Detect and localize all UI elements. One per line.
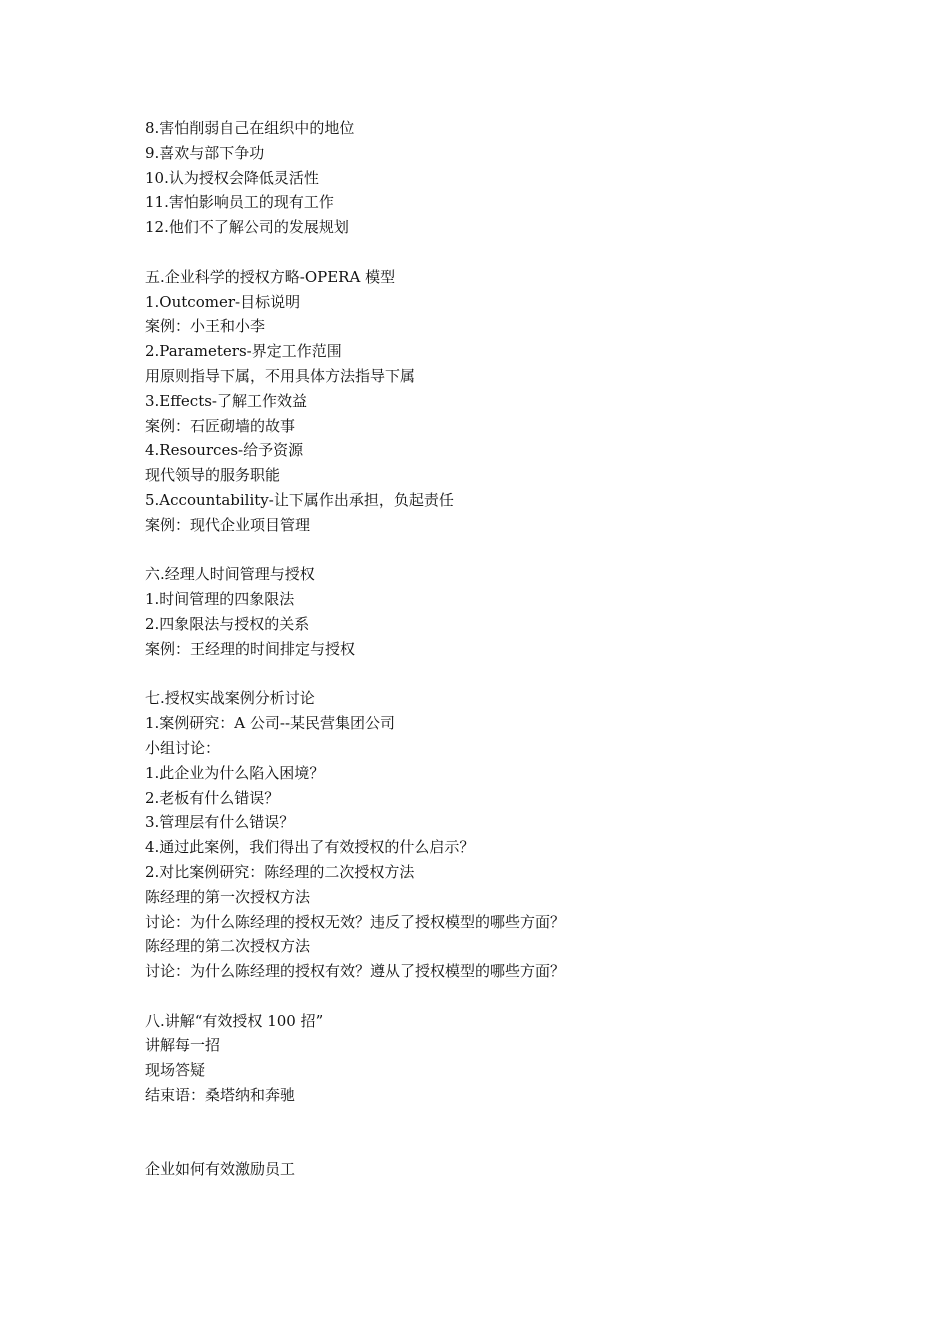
section-heading: 八.讲解“有效授权 100 招” bbox=[145, 1011, 324, 1030]
list-item: 1.此企业为什么陷入困境？ bbox=[145, 763, 325, 782]
blank-line bbox=[145, 662, 845, 687]
list-item: 2.四象限法与授权的关系 bbox=[145, 614, 310, 633]
list-item: 4.通过此案例，我们得出了有效授权的什么启示？ bbox=[145, 838, 475, 857]
list-item: 案例：小王和小李 bbox=[145, 317, 266, 336]
list-item: 2.Parameters-界定工作范围 bbox=[145, 342, 342, 361]
list-item: 8.害怕削弱自己在组织中的地位 bbox=[145, 119, 355, 137]
document-body bbox=[145, 116, 845, 1182]
list-item: 10.认为授权会降低灵活性 bbox=[145, 168, 319, 187]
list-item: 3.管理层有什么错误？ bbox=[145, 813, 295, 832]
list-item: 陈经理的第一次授权方法 bbox=[145, 887, 311, 906]
list-item: 案例：现代企业项目管理 bbox=[145, 515, 311, 534]
list-item: 1.时间管理的四象限法 bbox=[145, 590, 295, 609]
list-item: 2.对比案例研究：陈经理的二次授权方法 bbox=[145, 862, 415, 881]
list-item: 5.Accountability-让下属作出承担，负起责任 bbox=[145, 490, 454, 509]
section-heading: 五.企业科学的授权方略-OPERA 模型 bbox=[145, 267, 396, 286]
blank-line bbox=[145, 1108, 845, 1133]
list-item: 3.Effects-了解工作效益 bbox=[145, 391, 307, 410]
list-item: 1.Outcomer-目标说明 bbox=[145, 292, 301, 311]
list-item: 讲解每一招 bbox=[145, 1036, 221, 1055]
list-item: 现代领导的服务职能 bbox=[145, 466, 281, 485]
list-item: 1.案例研究：A 公司--某民营集团公司 bbox=[145, 714, 396, 733]
list-item: 结束语：桑塔纳和奔驰 bbox=[145, 1086, 296, 1105]
list-item: 12.他们不了解公司的发展规划 bbox=[145, 218, 349, 237]
blank-line bbox=[145, 1133, 845, 1158]
blank-line bbox=[145, 240, 845, 265]
list-item: 用原则指导下属，不用具体方法指导下属 bbox=[145, 366, 416, 385]
list-item: 4.Resources-给予资源 bbox=[145, 441, 304, 460]
list-item: 9.喜欢与部下争功 bbox=[145, 143, 265, 162]
list-item: 小组讨论： bbox=[145, 738, 221, 757]
section-heading: 七.授权实战案例分析讨论 bbox=[145, 689, 315, 708]
section-heading: 六.经理人时间管理与授权 bbox=[145, 565, 315, 584]
list-item: 讨论：为什么陈经理的授权有效？遵从了授权模型的哪些方面？ bbox=[145, 962, 566, 981]
blank-line bbox=[145, 984, 845, 1009]
blank-line bbox=[145, 538, 845, 563]
list-item: 现场答疑 bbox=[145, 1061, 206, 1080]
list-item: 案例：石匠砌墙的故事 bbox=[145, 416, 296, 435]
list-item: 陈经理的第二次授权方法 bbox=[145, 937, 311, 956]
list-item: 案例：王经理的时间排定与授权 bbox=[145, 639, 356, 658]
list-item: 讨论：为什么陈经理的授权无效？违反了授权模型的哪些方面？ bbox=[145, 912, 566, 931]
list-item: 2.老板有什么错误？ bbox=[145, 788, 280, 807]
list-item: 11.害怕影响员工的现有工作 bbox=[145, 193, 334, 212]
section-heading: 企业如何有效激励员工 bbox=[145, 1160, 296, 1179]
